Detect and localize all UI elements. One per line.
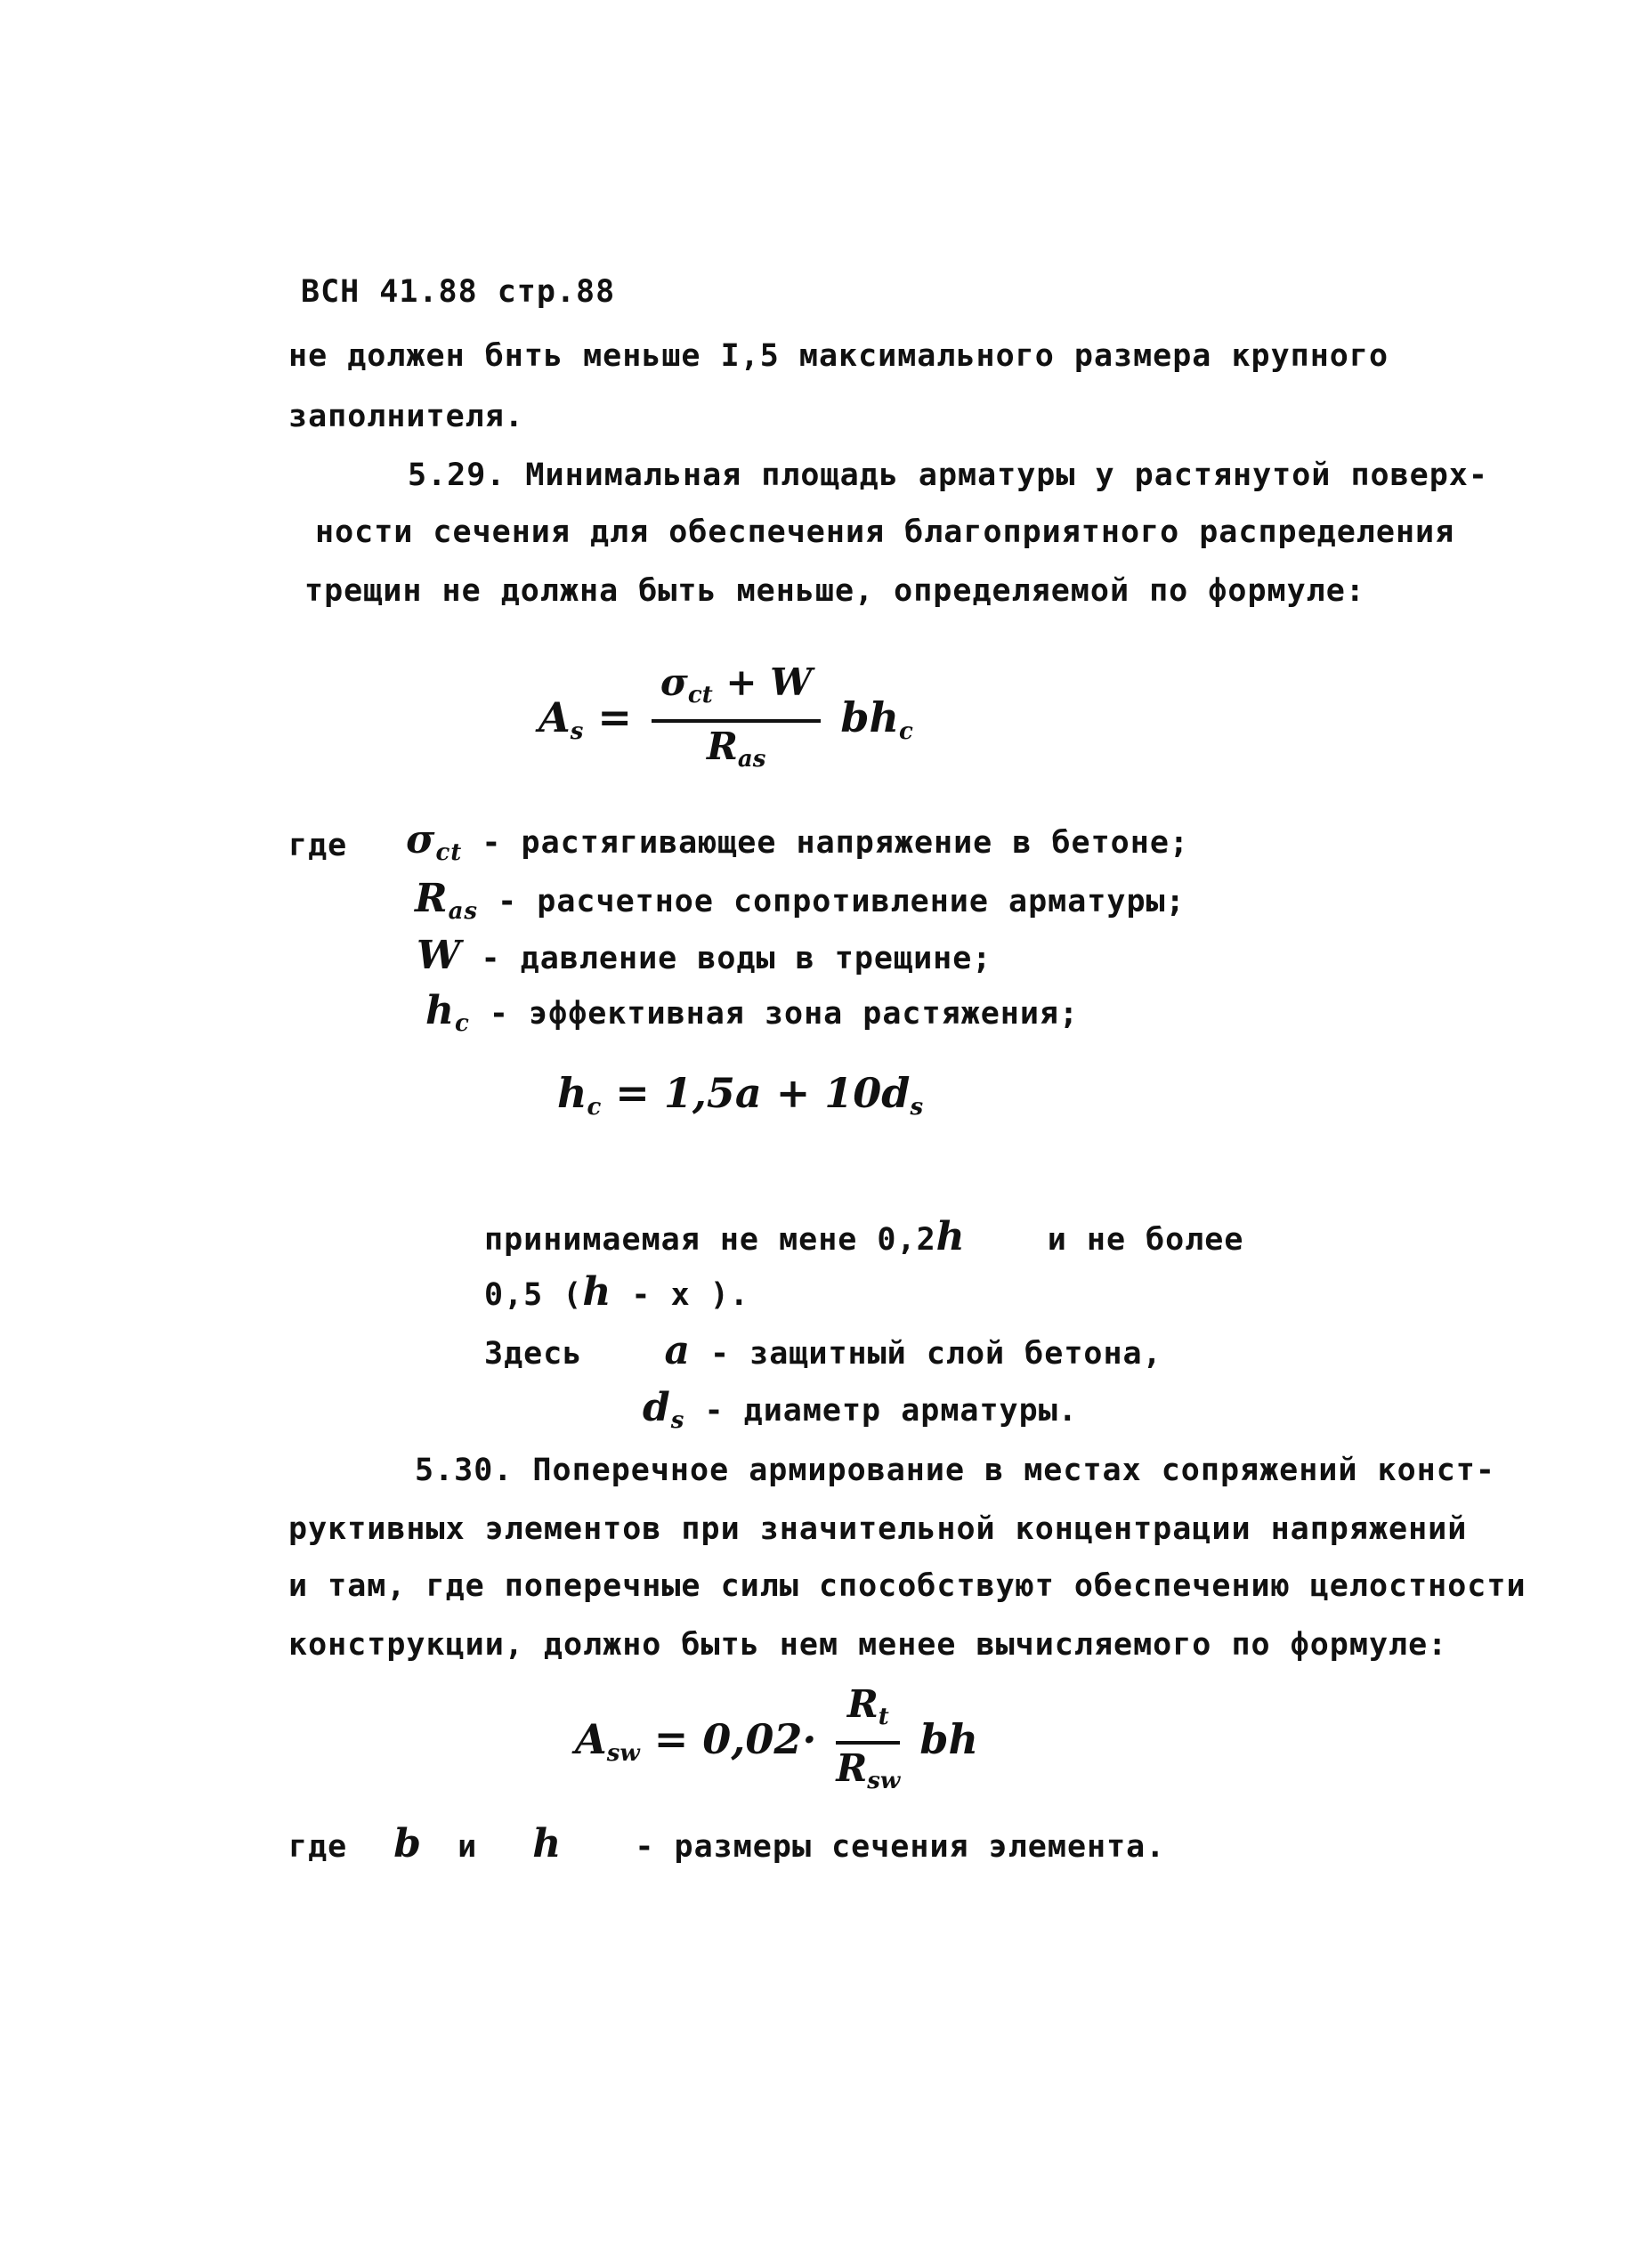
accepted-line-1 xyxy=(484,1214,1244,1259)
definition-symbol: h xyxy=(425,988,455,1033)
document-reference: ВСН 41.88 стр.88 xyxy=(301,274,616,310)
definition-row xyxy=(406,817,1189,872)
definition-symbol: W xyxy=(417,933,462,978)
formula-numerator xyxy=(652,660,821,723)
h-symbol: h xyxy=(532,1821,563,1866)
accepted-tail: и не более xyxy=(1047,1222,1244,1258)
section-5-30-line: руктивных элементов при значительной концентрации напряжений xyxy=(288,1511,1468,1547)
accepted-prefix: 0,5 ( xyxy=(484,1277,583,1313)
formula-hc xyxy=(557,1068,923,1132)
formula-equals: = 0,02· xyxy=(653,1715,817,1763)
accepted-h-symbol: h xyxy=(582,1269,612,1315)
formula-numerator xyxy=(836,1682,900,1745)
formula-fraction xyxy=(836,1682,900,1803)
d-symbol: d xyxy=(643,1385,671,1430)
denominator-sub: sw xyxy=(867,1768,901,1794)
and-word: и xyxy=(458,1829,478,1865)
section-5-29-line: 5.29. Минимальная площадь арматуры у растянутой поверх- xyxy=(408,457,1488,493)
accepted-line-2 xyxy=(484,1269,749,1315)
formula-lhs: A xyxy=(539,693,571,741)
here-row xyxy=(484,1328,1162,1373)
denominator-symbol: R xyxy=(836,1746,868,1790)
b-symbol: b xyxy=(393,1821,423,1866)
paragraph-line: не должен бнть меньше I,5 максимального размера крупного xyxy=(288,338,1389,374)
formula-lhs-sub: s xyxy=(570,718,584,745)
section-5-30-line: и там, где поперечные силы способствуют обеспечению целостности xyxy=(288,1568,1526,1604)
numerator-sub: t xyxy=(878,1704,889,1730)
definition-text: - расчетное сопротивление арматуры; xyxy=(498,884,1186,919)
where-definition: - размеры сечения элемента. xyxy=(635,1829,1166,1865)
formula-lhs: A xyxy=(575,1715,607,1763)
definition-row xyxy=(425,988,1080,1043)
a-symbol: a xyxy=(664,1328,691,1373)
formula-equals: = xyxy=(597,693,632,741)
hc-lhs-sub: c xyxy=(587,1094,602,1121)
definition-symbol: R xyxy=(415,876,449,921)
d-symbol-sub: s xyxy=(670,1407,685,1434)
formula-denominator xyxy=(836,1745,900,1803)
definition-row xyxy=(415,876,1186,931)
definition-symbol-sub: ct xyxy=(435,839,463,866)
a-definition: - защитный слой бетона, xyxy=(710,1336,1162,1372)
numerator-symbol: σ xyxy=(660,660,688,704)
section-5-29-line: ности сечения для обеспечения благоприятного распределения xyxy=(315,514,1455,550)
formula-as xyxy=(539,660,913,781)
numerator-sub: ct xyxy=(687,682,713,708)
denominator-sub: as xyxy=(737,746,766,773)
final-where-row xyxy=(288,1821,1166,1866)
formula-tail: bh xyxy=(840,693,899,741)
numerator-symbol: R xyxy=(846,1682,879,1726)
definition-text: - растягивающее напряжение в бетоне; xyxy=(482,825,1189,861)
numerator-plus: + W xyxy=(712,660,813,704)
section-5-30-line: 5.30. Поперечное армирование в местах сопряжений конст- xyxy=(415,1453,1495,1488)
definition-symbol: σ xyxy=(406,817,436,862)
definition-text: - давление воды в трещине; xyxy=(481,941,992,976)
formula-lhs-sub: sw xyxy=(606,1740,640,1767)
definition-symbol-sub: c xyxy=(455,1010,470,1037)
formula-tail-sub: c xyxy=(898,718,913,745)
hc-rhs: = 1,5a + 10d xyxy=(601,1069,911,1117)
hc-rhs-sub: s xyxy=(910,1094,924,1121)
hc-lhs: h xyxy=(557,1069,587,1117)
denominator-symbol: R xyxy=(706,725,738,768)
formula-fraction xyxy=(652,660,821,781)
where-label: где xyxy=(288,1829,348,1865)
d-definition: - диаметр арматуры. xyxy=(704,1393,1078,1429)
formula-asw xyxy=(575,1682,978,1803)
definition-text: - эффективная зона растяжения; xyxy=(489,996,1080,1032)
paragraph-line: заполнителя. xyxy=(288,399,524,434)
accepted-h-symbol: h xyxy=(935,1214,966,1259)
section-5-30-line: конструкции, должно быть нем менее вычисляемого по формуле: xyxy=(288,1627,1448,1663)
d-row xyxy=(643,1385,1078,1440)
accepted-suffix: - x ). xyxy=(611,1277,749,1313)
where-label: где xyxy=(288,828,348,863)
formula-denominator xyxy=(652,723,821,781)
section-5-29-line: трещин не должна быть меньше, определяемой по формуле: xyxy=(304,573,1365,609)
definition-symbol-sub: as xyxy=(448,898,479,925)
accepted-text: принимаемая не мене 0,2 xyxy=(484,1222,936,1258)
definition-row xyxy=(417,933,992,978)
formula-tail: bh xyxy=(919,1715,978,1763)
here-label: Здесь xyxy=(484,1336,583,1372)
